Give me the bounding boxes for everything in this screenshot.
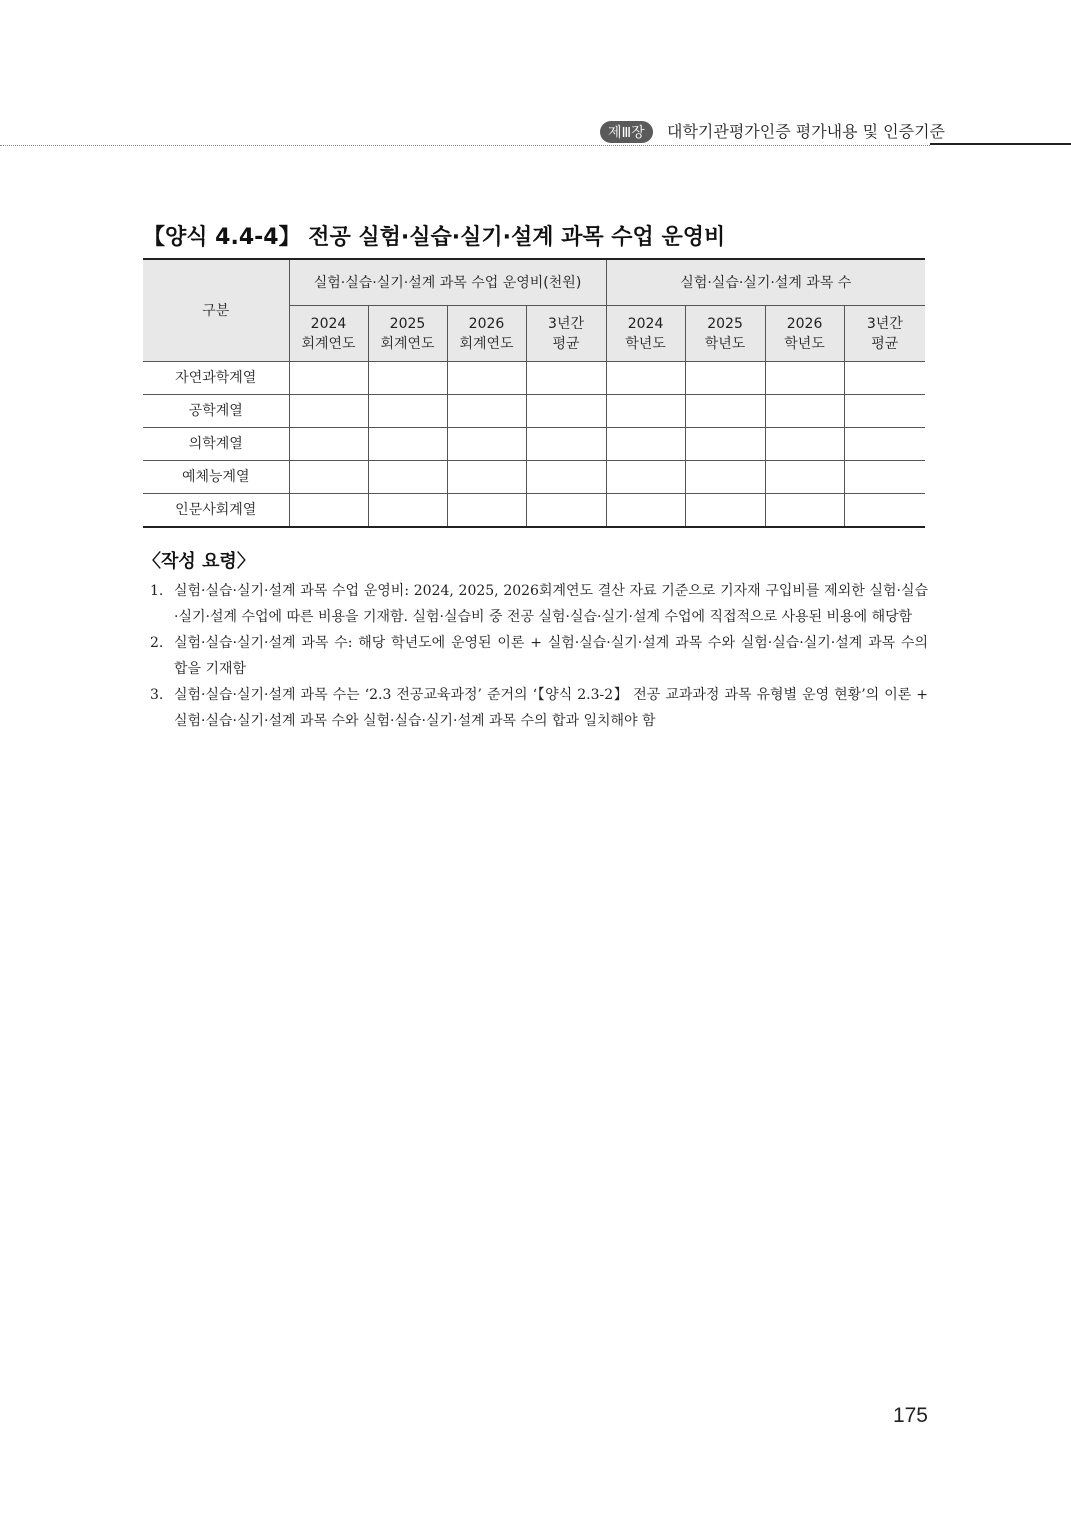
cost-col-2025: 2025 회계연도 bbox=[368, 306, 447, 362]
guide-item-text: 실험·실습·실기·설계 과목 수업 운영비: 2024, 2025, 2026회계연도 결산 자료 기준으로 기자재 구입비를 제외한 실험·실습·실기·설계 수업에 따른 비용을 기재함. 실험·실습비 중 전공 실험·실습·실기·설계 수업에 직접적으로 사용된 비용에 해당함 bbox=[174, 583, 928, 625]
data-cell bbox=[606, 494, 685, 528]
form-table bbox=[143, 258, 925, 528]
data-cell bbox=[606, 395, 685, 428]
data-cell bbox=[844, 494, 925, 528]
data-cell bbox=[526, 494, 606, 528]
row-label: 인문사회계열 bbox=[143, 494, 289, 528]
data-cell bbox=[765, 428, 844, 461]
data-cell bbox=[368, 362, 447, 395]
data-cell bbox=[447, 395, 526, 428]
header-solid-rule bbox=[930, 143, 1071, 145]
table-row bbox=[143, 362, 925, 395]
cost-col-2026: 2026 회계연도 bbox=[447, 306, 526, 362]
guide-list bbox=[150, 578, 928, 734]
row-label: 공학계열 bbox=[143, 395, 289, 428]
row-label: 예체능계열 bbox=[143, 461, 289, 494]
guide-item-text: 실험·실습·실기·설계 과목 수는 ‘2.3 전공교육과정’ 준거의 ‘【양식 2.3-2】 전공 교과과정 과목 유형별 운영 현황’의 이론 + 실험·실습·실기·설계 과목 수와 실험·실습·실기·설계 과목 수의 합과 일치해야 함 bbox=[174, 687, 928, 729]
data-cell bbox=[844, 395, 925, 428]
data-cell bbox=[606, 461, 685, 494]
row-label: 자연과학계열 bbox=[143, 362, 289, 395]
data-cell bbox=[606, 362, 685, 395]
data-cell bbox=[447, 461, 526, 494]
data-cell bbox=[289, 494, 368, 528]
data-cell bbox=[289, 428, 368, 461]
table-row bbox=[143, 461, 925, 494]
guide-item-number: 2. bbox=[150, 635, 164, 651]
data-cell bbox=[289, 461, 368, 494]
data-cell bbox=[368, 461, 447, 494]
data-cell bbox=[289, 395, 368, 428]
data-cell bbox=[368, 428, 447, 461]
section-title: 【양식 4.4-4】 전공 실험·실습·실기·설계 과목 수업 운영비 bbox=[143, 225, 726, 250]
data-cell bbox=[685, 428, 765, 461]
data-cell bbox=[685, 395, 765, 428]
data-cell bbox=[447, 428, 526, 461]
count-col-average: 3년간 평균 bbox=[844, 306, 925, 362]
data-cell bbox=[526, 461, 606, 494]
data-cell bbox=[765, 461, 844, 494]
data-cell bbox=[447, 362, 526, 395]
count-col-2024: 2024 학년도 bbox=[606, 306, 685, 362]
data-cell bbox=[844, 461, 925, 494]
cost-col-2024: 2024 회계연도 bbox=[289, 306, 368, 362]
data-cell bbox=[765, 362, 844, 395]
count-group-header: 실험·실습·실기·설계 과목 수 bbox=[606, 259, 925, 306]
data-cell bbox=[685, 461, 765, 494]
chapter-badge: 제Ⅲ장 bbox=[600, 121, 653, 143]
guide-item bbox=[150, 578, 928, 630]
data-cell bbox=[447, 494, 526, 528]
cost-group-header: 실험·실습·실기·설계 과목 수업 운영비(천원) bbox=[289, 259, 606, 306]
data-cell bbox=[685, 362, 765, 395]
data-cell bbox=[765, 395, 844, 428]
data-cell bbox=[368, 395, 447, 428]
table-row bbox=[143, 395, 925, 428]
cost-col-average: 3년간 평균 bbox=[526, 306, 606, 362]
data-cell bbox=[844, 428, 925, 461]
guide-item-text: 실험·실습·실기·설계 과목 수: 해당 학년도에 운영된 이론 + 실험·실습·실기·설계 과목 수와 실험·실습·실기·설계 과목 수의 합을 기재함 bbox=[174, 635, 928, 677]
header-dotted-rule bbox=[0, 145, 930, 146]
data-cell bbox=[685, 494, 765, 528]
running-title: 대학기관평가인증 평가내용 및 인증기준 bbox=[667, 122, 946, 141]
row-label: 의학계열 bbox=[143, 428, 289, 461]
data-cell bbox=[526, 428, 606, 461]
data-cell bbox=[289, 362, 368, 395]
running-header bbox=[0, 118, 1071, 148]
data-cell bbox=[765, 494, 844, 528]
data-cell bbox=[526, 362, 606, 395]
table-row bbox=[143, 428, 925, 461]
data-cell bbox=[368, 494, 447, 528]
guide-item-number: 1. bbox=[150, 583, 164, 599]
data-cell bbox=[606, 428, 685, 461]
data-cell bbox=[526, 395, 606, 428]
category-header: 구분 bbox=[143, 259, 289, 362]
count-col-2025: 2025 학년도 bbox=[685, 306, 765, 362]
guide-item bbox=[150, 682, 928, 734]
data-cell bbox=[844, 362, 925, 395]
table-row bbox=[143, 494, 925, 528]
guide-item bbox=[150, 630, 928, 682]
count-col-2026: 2026 학년도 bbox=[765, 306, 844, 362]
guide-item-number: 3. bbox=[150, 687, 164, 703]
guide-title: 〈작성 요령〉 bbox=[143, 551, 255, 572]
page-number: 175 bbox=[892, 1404, 928, 1427]
